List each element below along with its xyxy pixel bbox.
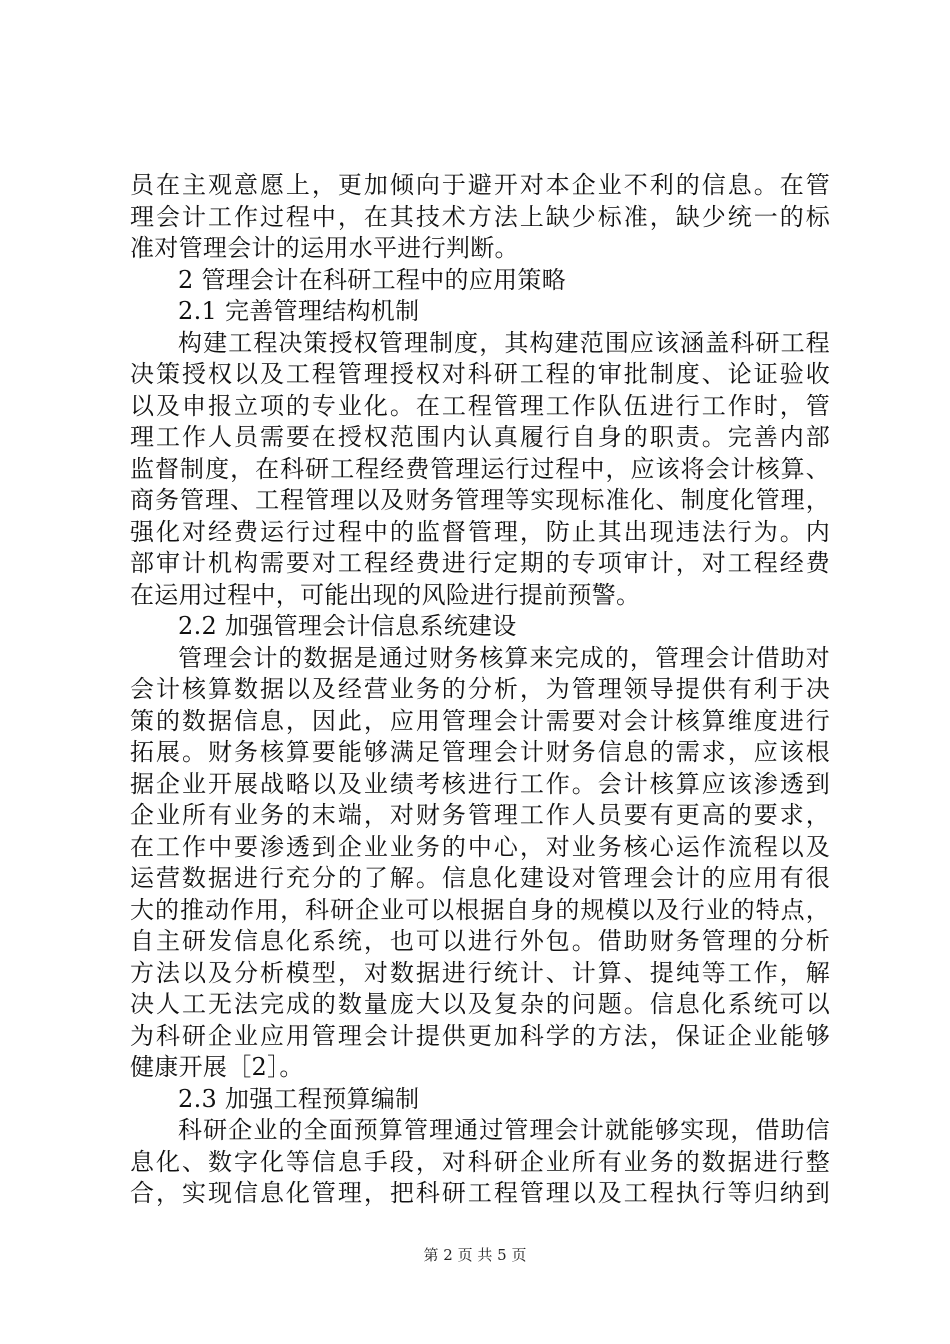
text-line: 准对管理会计的运用水平进行判断。 bbox=[130, 234, 519, 262]
text-line: 策的数据信息，因此，应用管理会计需要对会计核算维度进行 bbox=[130, 706, 830, 735]
page-footer: 第 2 页 共 5 页 bbox=[423, 1246, 527, 1264]
text-line: 决人工无法完成的数量庞大以及复杂的问题。信息化系统可以 bbox=[130, 990, 830, 1018]
text-line: 会计核算数据以及经营业务的分析，为管理领导提供有利于决 bbox=[130, 675, 830, 703]
text-line: 构建工程决策授权管理制度，其构建范围应该涵盖科研工程 bbox=[178, 328, 830, 357]
text-line: 部审计机构需要对工程经费进行定期的专项审计，对工程经费 bbox=[130, 549, 830, 577]
text-line: 科研企业的全面预算管理通过管理会计就能够实现，借助信 bbox=[178, 1116, 830, 1144]
text-line: 拓展。财务核算要能够满足管理会计财务信息的需求，应该根 bbox=[130, 738, 830, 766]
text-line: 运营数据进行充分的了解。信息化建设对管理会计的应用有很 bbox=[130, 864, 830, 892]
document-body bbox=[130, 170, 830, 1210]
text-line: 决策授权以及工程管理授权对科研工程的审批制度、论证验收 bbox=[130, 360, 830, 388]
text-line: 2.3 加强工程预算编制 bbox=[178, 1084, 420, 1113]
text-line: 方法以及分析模型，对数据进行统计、计算、提纯等工作，解 bbox=[130, 958, 830, 987]
text-line: 健康开展［2］。 bbox=[130, 1053, 304, 1081]
text-line: 自主研发信息化系统，也可以进行外包。借助财务管理的分析 bbox=[130, 927, 830, 955]
text-line: 合，实现信息化管理，把科研工程管理以及工程执行等归纳到 bbox=[130, 1179, 830, 1207]
text-line: 员在主观意愿上，更加倾向于避开对本企业不利的信息。在管 bbox=[130, 171, 830, 199]
text-line: 为科研企业应用管理会计提供更加科学的方法，保证企业能够 bbox=[130, 1021, 830, 1050]
text-line: 理工作人员需要在授权范围内认真履行自身的职责。完善内部 bbox=[130, 423, 830, 451]
text-line: 在工作中要渗透到企业业务的中心，对业务核心运作流程以及 bbox=[130, 832, 830, 861]
text-line: 以及申报立项的专业化。在工程管理工作队伍进行工作时，管 bbox=[130, 391, 830, 420]
text-line: 管理会计的数据是通过财务核算来完成的，管理会计借助对 bbox=[178, 643, 830, 672]
text-line: 企业所有业务的末端，对财务管理工作人员要有更高的要求， bbox=[130, 801, 830, 829]
text-line: 理会计工作过程中，在其技术方法上缺少标准，缺少统一的标 bbox=[130, 202, 830, 231]
text-line: 2 管理会计在科研工程中的应用策略 bbox=[178, 265, 566, 294]
text-line: 监督制度，在科研工程经费管理运行过程中，应该将会计核算、 bbox=[130, 454, 830, 483]
text-line: 商务管理、工程管理以及财务管理等实现标准化、制度化管理， bbox=[130, 486, 830, 514]
text-line: 大的推动作用，科研企业可以根据自身的规模以及行业的特点， bbox=[130, 895, 830, 924]
text-line: 2.1 完善管理结构机制 bbox=[178, 297, 420, 325]
text-line: 2.2 加强管理会计信息系统建设 bbox=[178, 612, 517, 640]
text-line: 息化、数字化等信息手段，对科研企业所有业务的数据进行整 bbox=[130, 1147, 830, 1176]
text-line: 在运用过程中，可能出现的风险进行提前预警。 bbox=[130, 580, 641, 609]
text-line: 据企业开展战略以及业绩考核进行工作。会计核算应该渗透到 bbox=[130, 769, 830, 798]
text-line: 强化对经费运行过程中的监督管理，防止其出现违法行为。内 bbox=[130, 517, 830, 546]
